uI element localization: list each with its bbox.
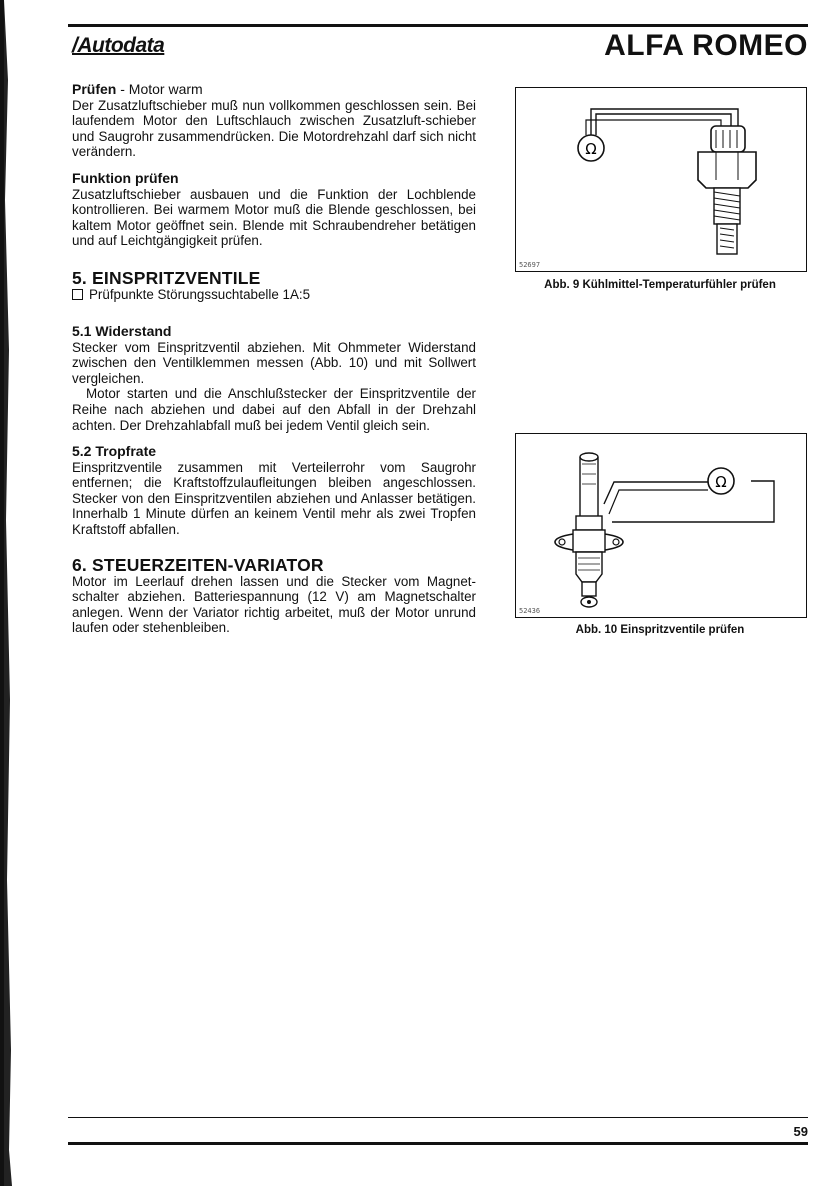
section-pruefen — [72, 82, 476, 160]
fig9-ohm-symbol: Ω — [585, 140, 597, 158]
fig10-ohm-symbol: Ω — [715, 473, 727, 491]
header-rule — [68, 24, 808, 27]
widerstand-text-1: Stecker vom Einspritzventil abziehen. Mit Ohmmeter Widerstand zwischen den Ventilklemmen messen (Abb. 10) und mit Sollwert vergleichen. — [72, 339, 476, 386]
tropfrate-text: Einspritzventile zusammen mit Verteilerrohr vom Saugrohr entfernen; die Kraftstoffzulaufleitungen bleiben angeschlossen. Stecker von den Einspritzventilen abziehen und Anlasser betätigen. Innerhalb 1 Minute dürfen an keinem Ventil mehr als zwei Tropfen Kraftstoff abfallen. — [72, 459, 476, 537]
checkbox-icon — [72, 289, 83, 300]
page-number: 59 — [793, 1124, 808, 1139]
pruefen-text: Der Zusatzluftschieber muß nun vollkommen geschlossen sein. Bei laufendem Motor den Luftschlauch zwischen Zusatzluft-schieber und Saugrohr zusammendrücken. Die Motordrehzahl darf sich nicht verändern. — [72, 97, 476, 160]
footer-rule-thick — [68, 1142, 808, 1145]
figure-9 — [515, 87, 807, 272]
fig10-id: 52436 — [519, 607, 541, 615]
funktion-heading: Funktion prüfen — [72, 170, 179, 186]
einspritz-checkbox-line: Prüfpunkte Störungssuchtabelle 1A:5 — [72, 287, 476, 303]
temperature-sensor-diagram — [516, 88, 806, 271]
fig10-caption: Abb. 10 Einspritzventile prüfen — [575, 624, 745, 636]
widerstand-text-2: Motor starten und die Anschlußstecker der Einspritzventile der Reihe nach abziehen und dabei auf den Abfall in der Drehzahl achten. Der Drehzahlabfall muß bei jedem Ventil gleich sein. — [72, 386, 476, 433]
einspritz-heading: 5. EINSPRITZVENTILE — [72, 268, 261, 288]
fig9-caption: Abb. 9 Kühlmittel-Temperaturfühler prüfen — [544, 279, 776, 291]
fig9-id: 52697 — [519, 261, 541, 269]
footer-rule-thin — [68, 1117, 808, 1118]
autodata-logo: /Autodata — [72, 34, 165, 57]
steuerzeiten-heading: 6. STEUERZEITEN-VARIATOR — [72, 555, 324, 575]
funktion-text: Zusatzluftschieber ausbauen und die Funktion der Lochblende kontrollieren. Bei warmem Motor muß die Blende geschlossen, bei kaltem Motor geöffnet sein. Blende mit Schraubendreher betätigen und auf Leichtgängigkeit prüfen. — [72, 186, 476, 249]
section-einspritzventile — [72, 268, 476, 302]
section-widerstand — [72, 324, 476, 433]
pruefen-heading: Prüfen - Motor warm — [72, 81, 203, 97]
section-tropfrate — [72, 444, 476, 538]
steuerzeiten-text: Motor im Leerlauf drehen lassen und die Stecker vom Magnet-schalter abziehen. Batteriespannung (12 V) am Magnetschalter anlegen. Wenn der Variator richtig arbeitet, muß der Motor unrund laufen oder stehenbleiben. — [72, 573, 476, 636]
widerstand-heading: 5.1 Widerstand — [72, 323, 172, 339]
injector-diagram — [516, 434, 806, 617]
section-steuerzeiten — [72, 555, 476, 636]
section-funktion — [72, 171, 476, 249]
scan-edge — [0, 0, 12, 1186]
figure-10 — [515, 433, 807, 618]
tropfrate-heading: 5.2 Tropfrate — [72, 443, 157, 459]
brand-title: ALFA ROMEO — [604, 29, 808, 62]
